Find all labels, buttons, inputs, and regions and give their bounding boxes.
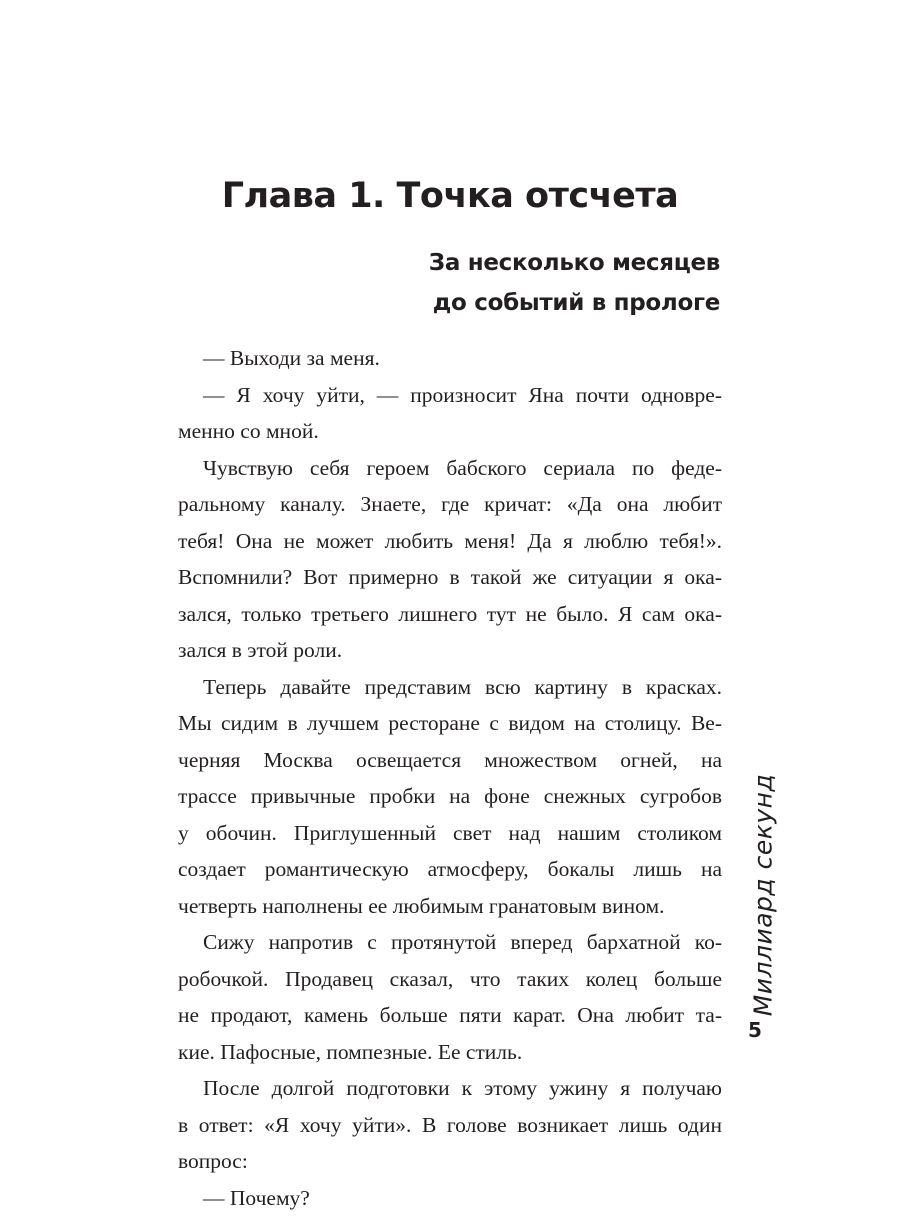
page-number: 5: [740, 1018, 770, 1042]
body-line: Мы сидим в лучшем ресторане с видом на столицу. Ве-: [178, 705, 722, 742]
body-line: Вспомнили? Вот примерно в такой же ситуации я ока-: [178, 559, 722, 596]
body-line: После долгой подготовки к этому ужину я получаю: [178, 1070, 722, 1107]
body-line: Чувствую себя героем бабского сериала по феде-: [178, 450, 722, 487]
body-line: трассе привычные пробки на фоне снежных сугробов: [178, 778, 722, 815]
running-book-title: [745, 790, 781, 1000]
body-line: вопрос:: [178, 1143, 722, 1180]
body-line: — Выходи за меня.: [178, 340, 722, 377]
body-line: зался в этой роли.: [178, 632, 722, 669]
body-line: тебя! Она не может любить меня! Да я люблю тебя!».: [178, 523, 722, 560]
chapter-title: Глава 1. Точка отсчета: [180, 172, 720, 220]
body-line: в ответ: «Я хочу уйти». В голове возникает лишь один: [178, 1107, 722, 1144]
body-line: Сижу напротив с протянутой вперед бархатной ко-: [178, 924, 722, 961]
body-line: менно со мной.: [178, 413, 722, 450]
body-line: четверть наполнены ее любимым гранатовым вином.: [178, 888, 722, 925]
book-title-text: Миллиард секунд: [749, 774, 778, 1017]
body-line: — Я хочу уйти, — произносит Яна почти одновре-: [178, 377, 722, 414]
body-line: кие. Пафосные, помпезные. Ее стиль.: [178, 1034, 722, 1071]
body-line: у обочин. Приглушенный свет над нашим столиком: [178, 815, 722, 852]
body-line: черняя Москва освещается множеством огней, на: [178, 742, 722, 779]
epigraph-line: до событий в прологе: [380, 283, 720, 323]
body-line: — Почему?: [178, 1180, 722, 1216]
body-line: создает романтическую атмосферу, бокалы лишь на: [178, 851, 722, 888]
body-line: ральному каналу. Знаете, где кричат: «Да она любит: [178, 486, 722, 523]
epigraph-line: За несколько месяцев: [380, 243, 720, 283]
body-line: робочкой. Продавец сказал, что таких колец больше: [178, 961, 722, 998]
body-line: Теперь давайте представим всю картину в красках.: [178, 669, 722, 706]
chapter-body: [178, 340, 722, 1216]
body-line: зался, только третьего лишнего тут не было. Я сам ока-: [178, 596, 722, 633]
chapter-epigraph: [380, 243, 720, 323]
body-line: не продают, камень больше пяти карат. Она любит та-: [178, 997, 722, 1034]
